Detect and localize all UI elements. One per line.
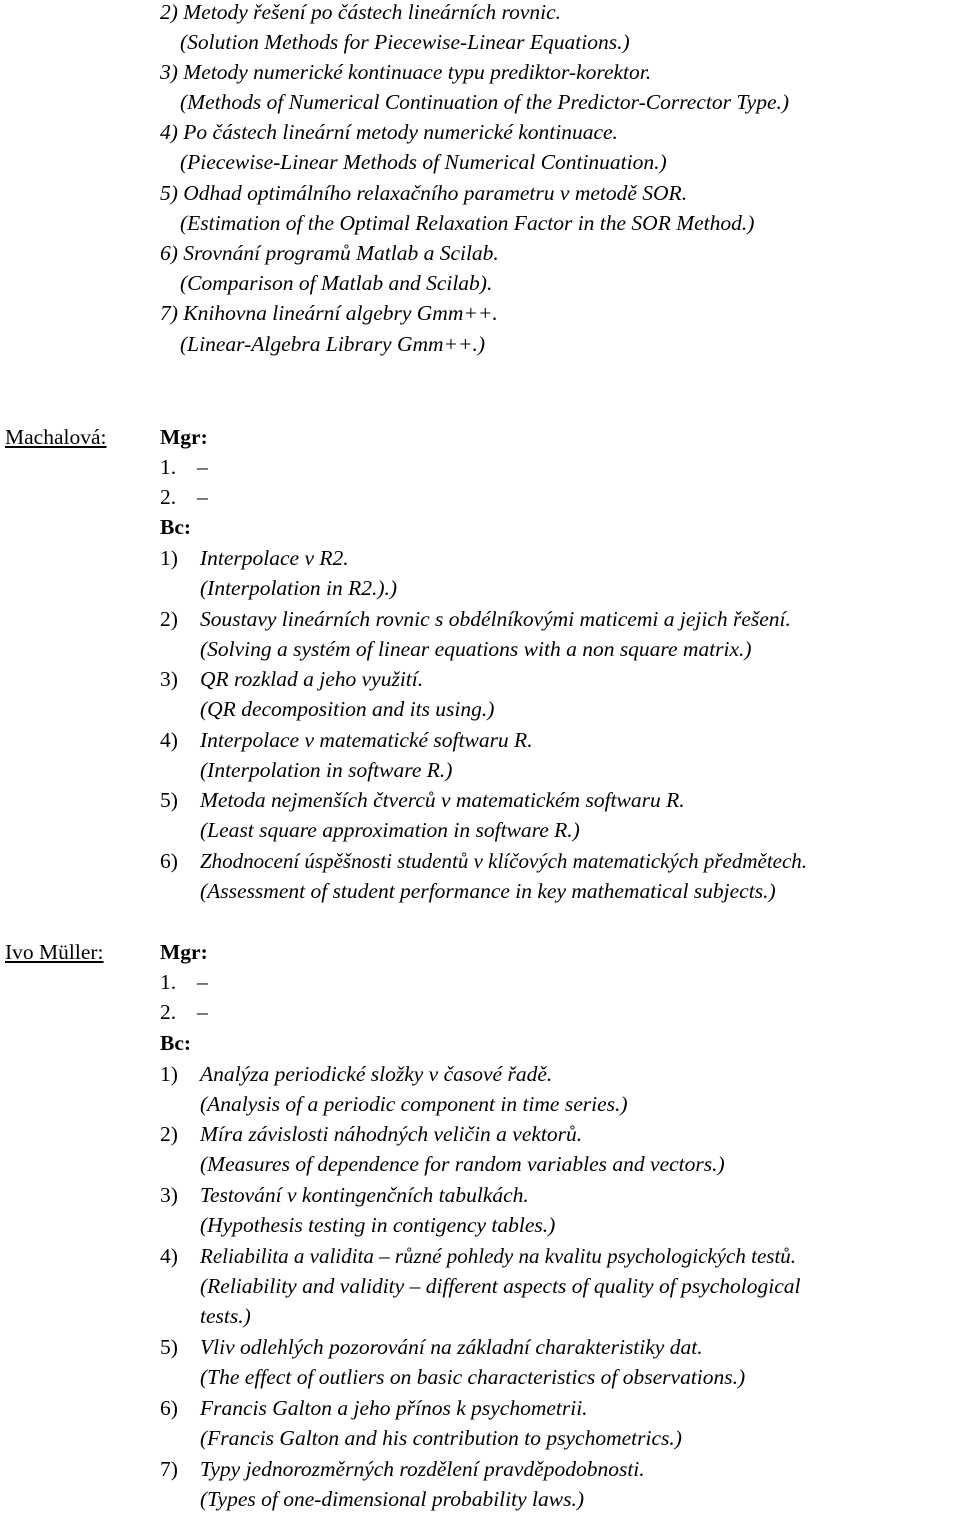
bc-item-number: 6) — [160, 1396, 178, 1420]
bc-item-en: (Types of one-dimensional probability laws.) — [200, 1487, 584, 1511]
bc-item-en: (Reliability and validity – different aspects of quality of psychological — [200, 1274, 801, 1298]
top-item-7-cz: 7) Knihovna lineární algebry Gmm++. — [160, 301, 498, 325]
bc-item-en: (QR decomposition and its using.) — [200, 697, 495, 721]
top-item-5-cz: 5) Odhad optimálního relaxačního parametru v metodě SOR. — [160, 181, 688, 205]
bc-item-number: 7) — [160, 1457, 178, 1481]
bc-item-number: 3) — [160, 1183, 178, 1207]
top-item-2-en: (Solution Methods for Piecewise-Linear Equations.) — [180, 30, 630, 54]
mgr-item-dash: – — [197, 970, 208, 994]
mgr-item-dash: – — [197, 485, 208, 509]
mgr-label: Mgr: — [160, 940, 208, 964]
bc-item-en: (Interpolation in software R.) — [200, 758, 453, 782]
bc-item-en: (Analysis of a periodic component in time series.) — [200, 1092, 628, 1116]
bc-item-number: 3) — [160, 667, 178, 691]
bc-item-number: 6) — [160, 849, 178, 873]
bc-item-en: (Interpolation in R2.).) — [200, 576, 398, 600]
bc-item-cz: QR rozklad a jeho využití. — [200, 667, 424, 691]
bc-item-en: (Measures of dependence for random variables and vectors.) — [200, 1152, 725, 1176]
bc-item-number: 1) — [160, 546, 178, 570]
bc-item-cz: Typy jednorozměrných rozdělení pravděpodobnosti. — [200, 1457, 645, 1481]
bc-item-cz: Testování v kontingenčních tabulkách. — [200, 1183, 529, 1207]
bc-item-number: 5) — [160, 1335, 178, 1359]
top-item-6-en: (Comparison of Matlab and Scilab). — [180, 271, 493, 295]
top-item-3-en: (Methods of Numerical Continuation of the Predictor-Corrector Type.) — [180, 90, 790, 114]
bc-item-en-continued: tests.) — [200, 1304, 251, 1328]
bc-label: Bc: — [160, 515, 192, 539]
bc-item-number: 4) — [160, 1244, 178, 1268]
bc-item-en: (Hypothesis testing in contigency tables.) — [200, 1213, 556, 1237]
top-item-4-en: (Piecewise-Linear Methods of Numerical Continuation.) — [180, 150, 667, 174]
mgr-item-number: 2. — [160, 485, 177, 509]
bc-item-cz: Soustavy lineárních rovnic s obdélníkovými maticemi a jejich řešení. — [200, 607, 791, 631]
bc-item-cz: Francis Galton a jeho přínos k psychometrii. — [200, 1396, 588, 1420]
bc-item-number: 2) — [160, 607, 178, 631]
bc-item-cz: Interpolace v R2. — [200, 546, 349, 570]
bc-item-cz: Zhodnocení úspěšnosti studentů v klíčových matematických předmětech. — [200, 849, 808, 873]
bc-item-cz: Analýza periodické složky v časové řadě. — [200, 1062, 553, 1086]
bc-item-en: (Least square approximation in software R.) — [200, 818, 580, 842]
supervisor-name: Ivo Müller: — [5, 940, 104, 964]
top-item-6-cz: 6) Srovnání programů Matlab a Scilab. — [160, 241, 499, 265]
bc-item-cz: Míra závislosti náhodných veličin a vektorů. — [200, 1122, 583, 1146]
supervisor-name: Machalová: — [5, 425, 107, 449]
mgr-item-number: 1. — [160, 455, 177, 479]
bc-label: Bc: — [160, 1031, 192, 1055]
bc-item-number: 5) — [160, 788, 178, 812]
top-item-5-en: (Estimation of the Optimal Relaxation Factor in the SOR Method.) — [180, 211, 755, 235]
top-item-4-cz: 4) Po částech lineární metody numerické kontinuace. — [160, 120, 618, 144]
bc-item-cz: Interpolace v matematické softwaru R. — [200, 728, 533, 752]
bc-item-number: 1) — [160, 1062, 178, 1086]
top-item-2-cz: 2) Metody řešení po částech lineárních rovnic. — [160, 0, 562, 24]
bc-item-cz: Vliv odlehlých pozorování na základní charakteristiky dat. — [200, 1335, 703, 1359]
bc-item-number: 2) — [160, 1122, 178, 1146]
mgr-label: Mgr: — [160, 425, 208, 449]
top-item-3-cz: 3) Metody numerické kontinuace typu prediktor-korektor. — [160, 60, 652, 84]
bc-item-cz: Reliabilita a validita – různé pohledy na kvalitu psychologických testů. — [200, 1244, 797, 1268]
bc-item-number: 4) — [160, 728, 178, 752]
mgr-item-number: 2. — [160, 1000, 177, 1024]
bc-item-en: (Assessment of student performance in key mathematical subjects.) — [200, 879, 776, 903]
mgr-item-number: 1. — [160, 970, 177, 994]
bc-item-cz: Metoda nejmenších čtverců v matematickém softwaru R. — [200, 788, 685, 812]
bc-item-en: (The effect of outliers on basic characteristics of observations.) — [200, 1365, 746, 1389]
bc-item-en: (Solving a systém of linear equations with a non square matrix.) — [200, 637, 752, 661]
mgr-item-dash: – — [197, 455, 208, 479]
top-item-7-en: (Linear-Algebra Library Gmm++.) — [180, 332, 486, 356]
mgr-item-dash: – — [197, 1000, 208, 1024]
bc-item-en: (Francis Galton and his contribution to psychometrics.) — [200, 1426, 682, 1450]
